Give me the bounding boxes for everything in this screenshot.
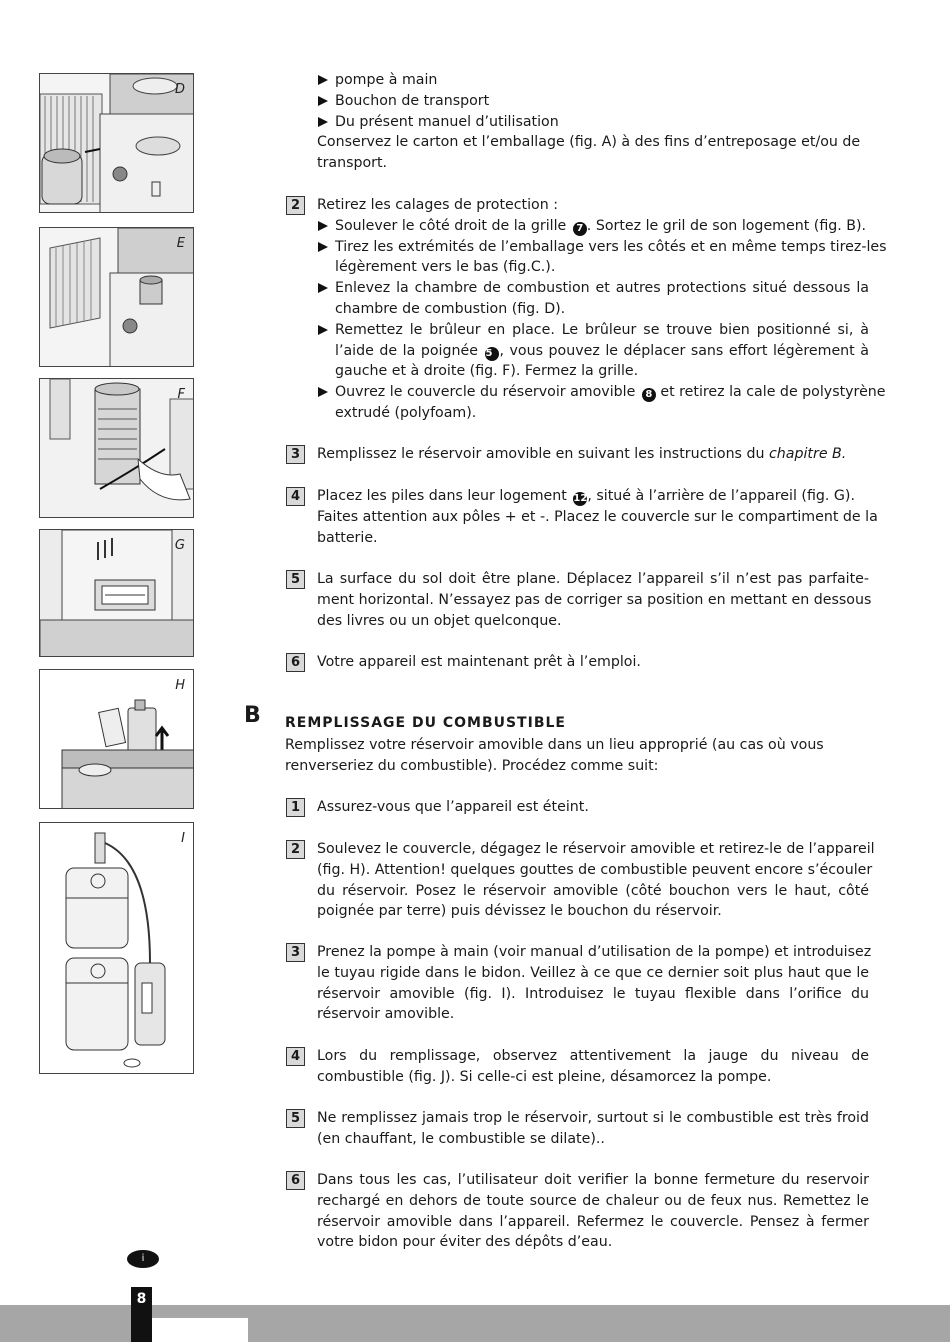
bullet-text: Remettez le brûleur en place. Le brûleur se trouve bien positionné si, à [335, 321, 869, 338]
step-3-text [317, 444, 869, 465]
heater-illustration-g [40, 530, 194, 657]
step-text: des livres ou un objet quelconque. [317, 612, 562, 629]
step-text: le tuyau rigide dans le bidon. Veillez à ce que ce dernier soit plus haut que le [317, 964, 869, 981]
step-2-text [317, 195, 887, 424]
b-step-1-text [317, 797, 869, 818]
bullet-item [317, 237, 887, 279]
step-lead: Retirez les calages de protection : [317, 197, 559, 213]
step-text: poignée par terre) puis dévissez le bouchon du réservoir. [317, 903, 722, 920]
figure-label: F [177, 387, 185, 402]
step-6-text [317, 652, 869, 673]
bullet-text: extrudé (polyfoam). [335, 404, 477, 421]
step-text: rechargé en dehors de toute source de chaleur ou de feux nus. Remettez le [317, 1192, 869, 1209]
bullet-text: chambre de combustion (fig. D). [335, 300, 566, 317]
figure-h [39, 669, 194, 809]
step-number: 4 [286, 487, 305, 506]
step-text: votre bidon pour éviter des dépôts d’eau. [317, 1234, 613, 1251]
step-text: (fig. H). Attention! quelques gouttes de combustible peuvent encore s’écouler [317, 861, 873, 878]
b-step-4-text [317, 1046, 869, 1088]
step-text: ment horizontal. N’essayez pas de corriger sa position en mettant en dessous [317, 591, 872, 608]
figure-label: I [181, 831, 185, 846]
section-title: REMPLISSAGE DU COMBUSTIBLE [285, 715, 566, 731]
step-text: Placez les piles dans leur logement [317, 488, 572, 504]
step-text: La surface du sol doit être plane. Déplacez l’appareil s’il n’est pas parfaite- [317, 571, 869, 587]
figure-e [39, 227, 194, 367]
step-number: 4 [286, 1047, 305, 1066]
step-text: batterie. [317, 529, 378, 546]
section-intro [285, 735, 845, 777]
step-5-text [317, 569, 872, 631]
b-step-2-text [317, 839, 875, 922]
intro-text: renverseriez du combustible). Procédez comme suit: [285, 757, 659, 774]
step-number: 6 [286, 1171, 305, 1190]
bullet-item [317, 112, 869, 133]
figure-d [39, 73, 194, 213]
step-text: , situé à l’arrière de l’appareil (fig. G). [587, 488, 855, 504]
bullet-text: Tirez les extrémités de l’emballage vers les côtés et en même temps tirez-les [335, 238, 887, 255]
heater-illustration-e [40, 228, 194, 367]
accessory-list [317, 70, 869, 174]
section-letter: B [244, 703, 261, 728]
bullet-text: Enlevez la chambre de combustion et autres protections situé dessous la [335, 280, 869, 297]
bullet-text: Bouchon de transport [335, 92, 490, 109]
figure-i [39, 822, 194, 1074]
step-number: 3 [286, 445, 305, 464]
bullet-item [317, 382, 886, 424]
step-text: du réservoir. Posez le réservoir amovible (côté bouchon vers le haut, côté [317, 882, 869, 899]
reference-number-badge: 8 [642, 388, 656, 402]
bullet-item [317, 278, 869, 320]
step-text: réservoir amovible dans l’appareil. Refermez le couvercle. Pensez à fermer [317, 1213, 869, 1230]
figure-label: E [176, 236, 185, 251]
bullet-text: . Sortez le gril de son logement (fig. B). [586, 217, 867, 234]
reference-number-badge: 12 [573, 493, 588, 504]
bullet-text: l’aide de la poignée [335, 342, 484, 359]
step-number: 5 [286, 1109, 305, 1128]
chapter-reference: chapitre B. [768, 446, 847, 462]
footer-tab [152, 1318, 248, 1342]
bullet-text: gauche et à droite (fig. F). Fermez la grille. [335, 363, 639, 380]
step-number: 6 [286, 653, 305, 672]
step-text: (en chauffant, le combustible se dilate).. [317, 1130, 605, 1147]
step-text: combustible (fig. J). Si celle-ci est pleine, désamorcez la pompe. [317, 1068, 772, 1085]
step-text: réservoir amovible. [317, 1006, 455, 1023]
step-text: réservoir amovible (fig. I). Introduisez le tuyau flexible dans l’orifice du [317, 985, 869, 1002]
bullet-item [317, 91, 869, 112]
step-text: Lors du remplissage, observez attentivement la jauge du niveau de [317, 1048, 869, 1064]
figure-f [39, 378, 194, 518]
heater-illustration-h [40, 670, 194, 809]
bullet-text: , vous pouvez le déplacer sans effort légèrement à [499, 342, 869, 359]
step-text: Prenez la pompe à main (voir manual d’utilisation de la pompe) et introduisez [317, 944, 872, 960]
figure-label: G [174, 538, 185, 553]
figure-label: D [174, 82, 185, 97]
bullet-text: Soulever le côté droit de la grille [335, 217, 571, 234]
step-text: Dans tous les cas, l’utilisateur doit verifier la bonne fermeture du reservoir [317, 1172, 869, 1188]
bullet-text: légèrement vers le bas (fig.C.). [335, 259, 556, 276]
reference-number-badge: 7 [573, 222, 587, 236]
bullet-item [317, 70, 869, 91]
step-number: 3 [286, 943, 305, 962]
step-text: Faites attention aux pôles + et -. Placez le couvercle sur le compartiment de la [317, 508, 878, 525]
step-number: 1 [286, 798, 305, 817]
figure-label: H [175, 678, 185, 693]
step-text: Remplissez le réservoir amovible en suivant les instructions du [317, 446, 769, 462]
reference-number-badge: 5 [485, 347, 499, 361]
bullet-item [317, 320, 869, 382]
step-number: 5 [286, 570, 305, 589]
step-number: 2 [286, 840, 305, 859]
page-number: 8 [131, 1287, 152, 1342]
b-step-6-text [317, 1170, 869, 1253]
b-step-3-text [317, 942, 872, 1025]
step-number: 2 [286, 196, 305, 215]
heater-illustration-d [40, 74, 194, 213]
storage-note-cont: transport. [317, 155, 388, 172]
bullet-text: Du présent manuel d’utilisation [335, 113, 559, 130]
language-icon: i [127, 1250, 159, 1268]
heater-illustration-f [40, 379, 194, 518]
bullet-text: pompe à main [335, 72, 438, 88]
bullet-text: Ouvrez le couvercle du réservoir amovible [335, 384, 640, 401]
step-text: Soulevez le couvercle, dégagez le réservoir amovible et retirez-le de l’appareil [317, 841, 875, 857]
bullet-item [317, 216, 869, 237]
intro-text: Remplissez votre réservoir amovible dans un lieu approprié (au cas où vous [285, 737, 824, 753]
b-step-5-text [317, 1108, 869, 1150]
step-text: Ne remplissez jamais trop le réservoir, surtout si le combustible est très froid [317, 1110, 869, 1126]
bullet-text: et retirez la cale de polystyrène [655, 384, 886, 401]
step-4-text [317, 486, 878, 548]
step-text: Assurez-vous que l’appareil est éteint. [317, 799, 589, 815]
figure-g [39, 529, 194, 657]
step-text: Votre appareil est maintenant prêt à l’emploi. [317, 654, 641, 670]
storage-note: Conservez le carton et l’emballage (fig. A) à des fins d’entreposage et/ou de [317, 134, 861, 151]
heater-illustration-i [40, 823, 194, 1074]
